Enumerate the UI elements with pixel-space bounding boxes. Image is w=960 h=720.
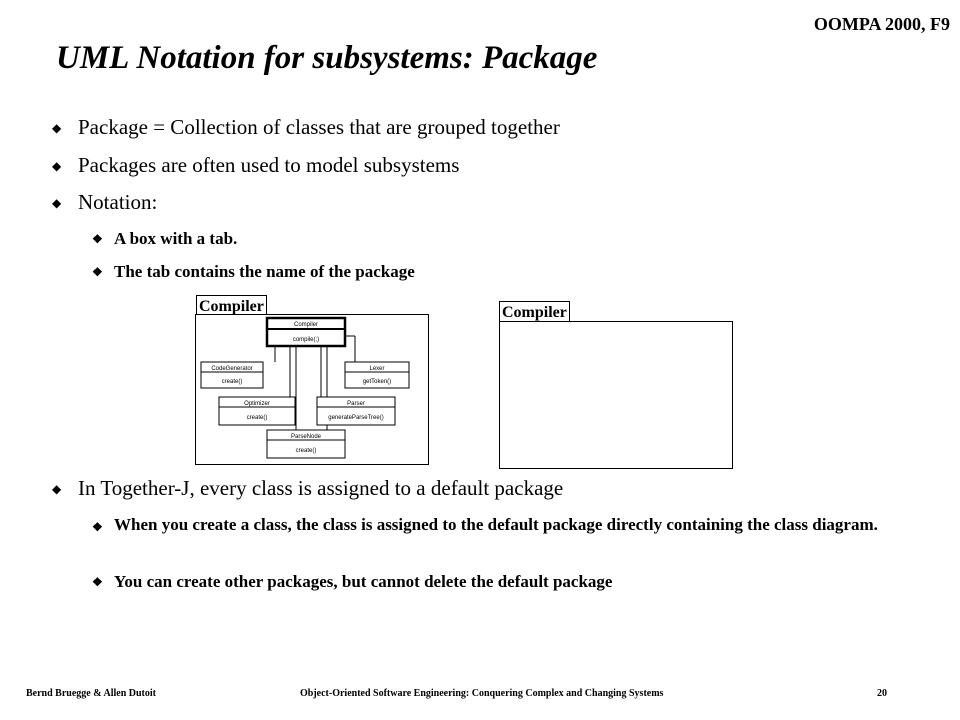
square-bullet-icon: ❖ — [92, 265, 103, 279]
square-bullet-icon: ❖ — [92, 520, 103, 534]
square-bullet-icon: ❖ — [92, 232, 103, 246]
sub-bullet-cannot-delete — [92, 572, 613, 592]
package-diagram-left — [195, 314, 430, 466]
sub-bullet-text: You can create other packages, but cannot delete the default package — [114, 572, 613, 591]
bullet-text: Package = Collection of classes that are grouped together — [78, 115, 560, 139]
square-bullet-icon: ❖ — [92, 575, 103, 589]
class-name: CodeGenerator — [211, 366, 253, 372]
class-code-generator — [201, 362, 263, 388]
bullet-together-j — [52, 476, 564, 501]
package-tab-right: Compiler — [499, 301, 570, 321]
package-tab-left: Compiler — [196, 295, 267, 315]
class-compiler — [267, 318, 345, 346]
class-operation: compile(;) — [292, 337, 320, 343]
class-operation: create() — [246, 415, 268, 421]
class-name: Compiler — [293, 322, 319, 328]
class-parser — [317, 397, 395, 425]
bullet-text: Packages are often used to model subsystems — [78, 153, 460, 177]
bullet-text: Notation: — [78, 190, 158, 214]
footer-book-title: Object-Oriented Software Engineering: Conquering Complex and Changing Systems — [300, 688, 664, 699]
diamond-bullet-icon: ◆ — [52, 482, 62, 496]
slide-title: UML Notation for subsystems: Package — [56, 40, 598, 76]
class-operation: create() — [295, 448, 317, 454]
class-name: Optimizer — [244, 401, 270, 407]
sub-bullet-text: The tab contains the name of the package — [114, 262, 415, 281]
sub-bullet-box-with-tab — [92, 229, 238, 249]
sub-bullet-text: When you create a class, the class is assigned to the default package directly containing the class diagram. — [114, 515, 878, 534]
class-operation: create() — [221, 379, 243, 385]
diamond-bullet-icon: ◆ — [52, 159, 62, 173]
class-lexer — [345, 362, 409, 388]
bullet-text: In Together-J, every class is assigned to a default package — [78, 476, 564, 500]
sub-bullet-text: A box with a tab. — [114, 229, 238, 248]
diamond-bullet-icon: ◆ — [52, 121, 62, 135]
class-name: Lexer — [369, 366, 385, 372]
class-name: ParseNode — [290, 434, 322, 440]
class-optimizer — [219, 397, 295, 425]
bullet-package-definition — [52, 115, 560, 140]
course-label: OOMPA 2000, F9 — [813, 14, 950, 34]
bullet-notation — [52, 190, 158, 215]
class-parse-node — [267, 430, 345, 458]
sub-bullet-default-package — [92, 513, 904, 536]
footer-page-number: 20 — [877, 688, 887, 699]
diamond-bullet-icon: ◆ — [52, 196, 62, 210]
class-operation: generateParseTree() — [328, 415, 384, 421]
package-body-right — [499, 321, 733, 469]
footer-authors: Bernd Bruegge & Allen Dutoit — [26, 688, 156, 699]
class-name: Parser — [347, 401, 365, 407]
bullet-subsystems — [52, 153, 460, 178]
class-operation: getToken() — [362, 379, 392, 385]
sub-bullet-tab-name — [92, 262, 415, 282]
